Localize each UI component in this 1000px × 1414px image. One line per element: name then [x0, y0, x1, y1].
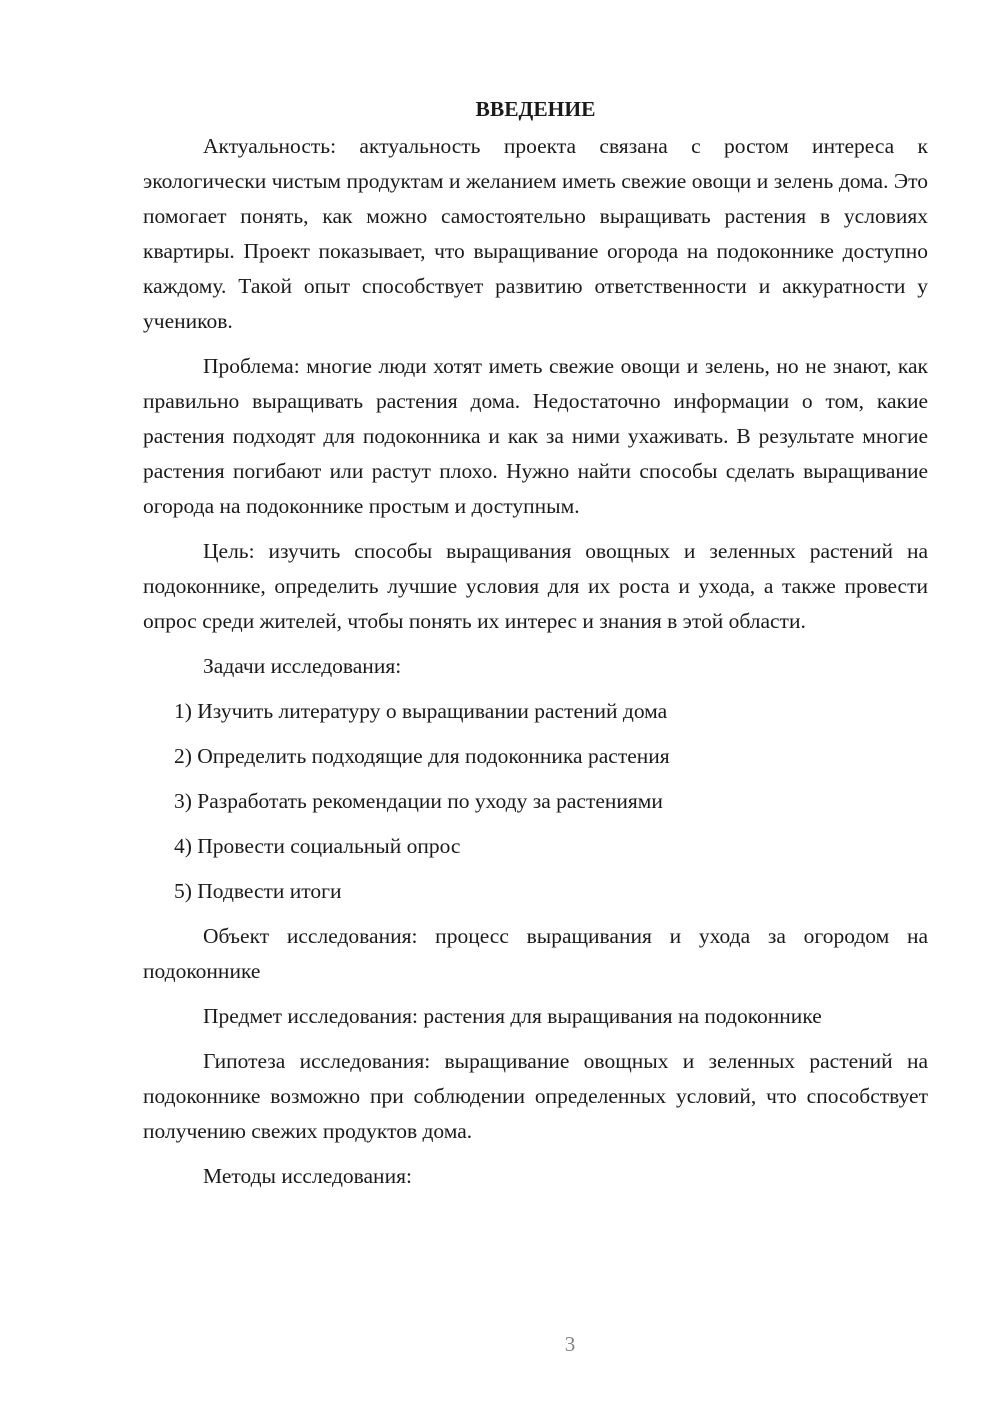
hypothesis-paragraph: Гипотеза исследования: выращивание овощных и зеленных растений на подоконнике возможно при соблюдении определенных условий, что способствует получению свежих продуктов дома.	[143, 1049, 928, 1143]
task-item: 3) Разработать рекомендации по уходу за растениями	[174, 789, 663, 813]
task-item: 1) Изучить литературу о выращивании растений дома	[174, 699, 668, 723]
methods-heading: Методы исследования:	[203, 1164, 412, 1188]
document-page	[143, 92, 928, 1204]
task-item: 4) Провести социальный опрос	[174, 834, 461, 858]
subject-paragraph: Предмет исследования: растения для выращивания на подоконнике	[203, 1004, 822, 1028]
object-paragraph: Объект исследования: процесс выращивания и ухода за огородом на подоконнике	[143, 924, 928, 983]
goal-paragraph: Цель: изучить способы выращивания овощных и зеленных растений на подоконнике, определить лучшие условия для их роста и ухода, а также провести опрос среди жителей, чтобы понять их интерес и знания в этой области.	[143, 539, 928, 633]
relevance-paragraph: Актуальность: актуальность проекта связана с ростом интереса к экологически чистым продуктам и желанием иметь свежие овощи и зелень дома. Это помогает понять, как можно самостоятельно выращивать растения в условиях квартиры. Проект показывает, что выращивание огорода на подоконнике доступно каждому. Такой опыт способствует развитию ответственности и аккуратности у учеников.	[143, 134, 928, 333]
task-item: 5) Подвести итоги	[174, 879, 342, 903]
tasks-heading: Задачи исследования:	[203, 654, 402, 678]
tasks-list	[143, 694, 928, 909]
problem-paragraph: Проблема: многие люди хотят иметь свежие овощи и зелень, но не знают, как правильно выращивать растения дома. Недостаточно информации о том, какие растения подходят для подоконника и как за ними ухаживать. В результате многие растения погибают или растут плохо. Нужно найти способы сделать выращивание огорода на подоконнике простым и доступным.	[143, 354, 928, 518]
task-item: 2) Определить подходящие для подоконника растения	[174, 744, 670, 768]
section-title: ВВЕДЕНИЕ	[475, 97, 596, 121]
page-number: 3	[564, 1332, 576, 1356]
